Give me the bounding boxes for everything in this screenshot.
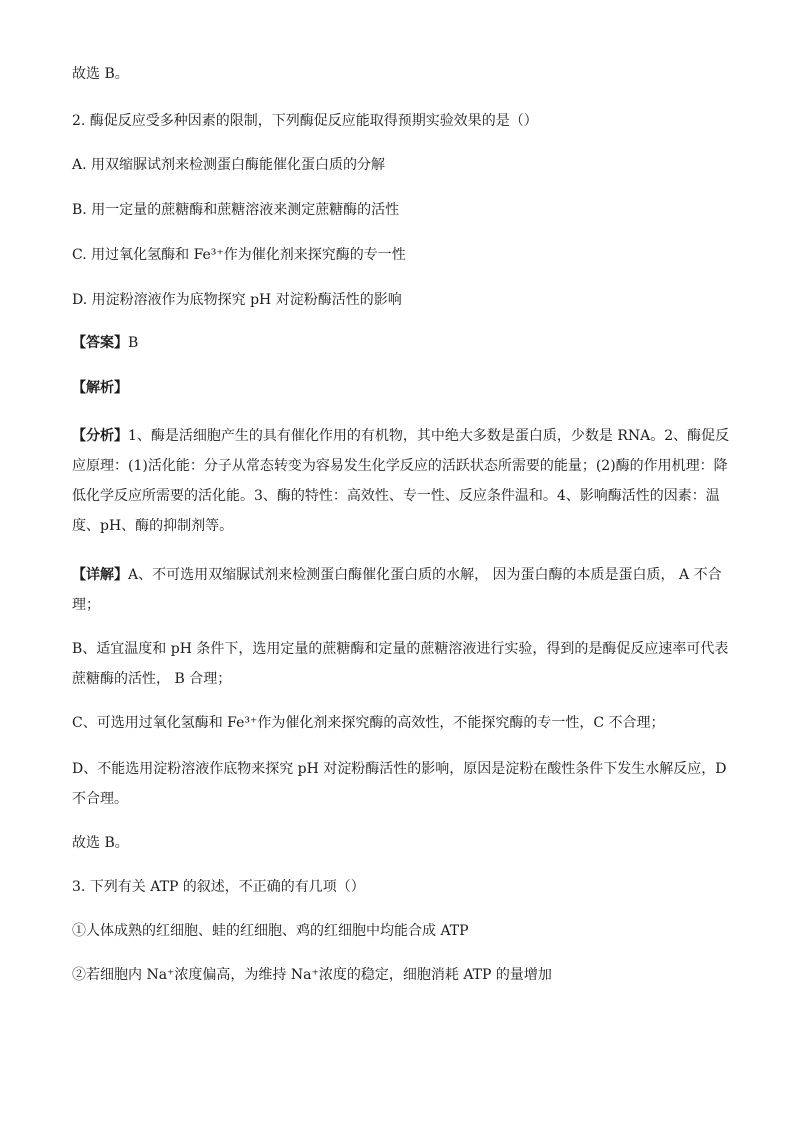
option-a: A. 用双缩脲试剂来检测蛋白酶能催化蛋白质的分解	[72, 157, 386, 173]
option-d: D. 用淀粉溶液作为底物探究 pH 对淀粉酶活性的影响	[72, 292, 402, 308]
fenxi-line: 度、pH、酶的抑制剂等。	[72, 518, 234, 534]
answer-value: B	[128, 335, 139, 351]
q3-item-2: ②若细胞内 Na⁺浓度偏高，为维持 Na⁺浓度的稳定，细胞消耗 ATP 的量增加	[72, 967, 552, 983]
fenxi-line	[72, 421, 730, 451]
detail-line: 不合理。	[72, 791, 128, 807]
fenxi-paragraph	[72, 421, 730, 541]
fenxi-tag: 【分析】	[72, 428, 128, 444]
question-2-stem: 2. 酶促反应受多种因素的限制，下列酶促反应能取得预期实验效果的是（）	[72, 113, 538, 129]
question-3-stem: 3. 下列有关 ATP 的叙述，不正确的有几项（）	[72, 879, 365, 895]
option-c: C. 用过氧化氢酶和 Fe³⁺作为催化剂来探究酶的专一性	[72, 247, 406, 263]
xiangjie-tag: 【详解】	[72, 567, 128, 583]
fenxi-line: 应原理：(1)活化能：分子从常态转变为容易发生化学反应的活跃状态所需要的能量；(2)酶的作用机理：降	[72, 458, 728, 474]
detail-line	[72, 560, 724, 590]
q3-item-1: ①人体成熟的红细胞、蛙的红细胞、鸡的红细胞中均能合成 ATP	[72, 923, 469, 939]
detail-text: A、不可选用双缩脲试剂来检测蛋白酶催化蛋白质的水解， 因为蛋白酶的本质是蛋白质， A 不合	[128, 567, 722, 583]
option-b: B. 用一定量的蔗糖酶和蔗糖溶液来测定蔗糖酶的活性	[72, 202, 400, 218]
detail-line: 理；	[72, 597, 100, 613]
q2-conclusion: 故选 B。	[72, 835, 129, 851]
detail-line: 蔗糖酶的活性， B 合理；	[72, 671, 232, 687]
answer-tag: 【答案】	[72, 335, 128, 351]
q1-conclusion: 故选 B。	[72, 66, 129, 82]
detail-line: D、不能选用淀粉溶液作底物来探究 pH 对淀粉酶活性的影响，原因是淀粉在酸性条件下发生水解反应，D	[72, 761, 727, 777]
fenxi-line: 低化学反应所需要的活化能。3、酶的特性：高效性、专一性、反应条件温和。4、影响酶活性的因素：温	[72, 488, 720, 504]
detail-c: C、可选用过氧化氢酶和 Fe³⁺作为催化剂来探究酶的高效性，不能探究酶的专一性，C 不合理；	[72, 715, 665, 731]
detail-line: B、适宜温度和 pH 条件下，选用定量的蔗糖酶和定量的蔗糖溶液进行实验，得到的是酶促反应速率可代表	[72, 641, 729, 657]
detail-d-paragraph	[72, 754, 727, 814]
fenxi-text: 1、酶是活细胞产生的具有催化作用的有机物，其中绝大多数是蛋白质，少数是 RNA。2、酶促反	[128, 428, 730, 444]
answer-line	[72, 332, 724, 355]
detail-b-paragraph	[72, 634, 729, 694]
detail-a-paragraph	[72, 560, 724, 620]
analysis-heading: 【解析】	[72, 380, 128, 396]
